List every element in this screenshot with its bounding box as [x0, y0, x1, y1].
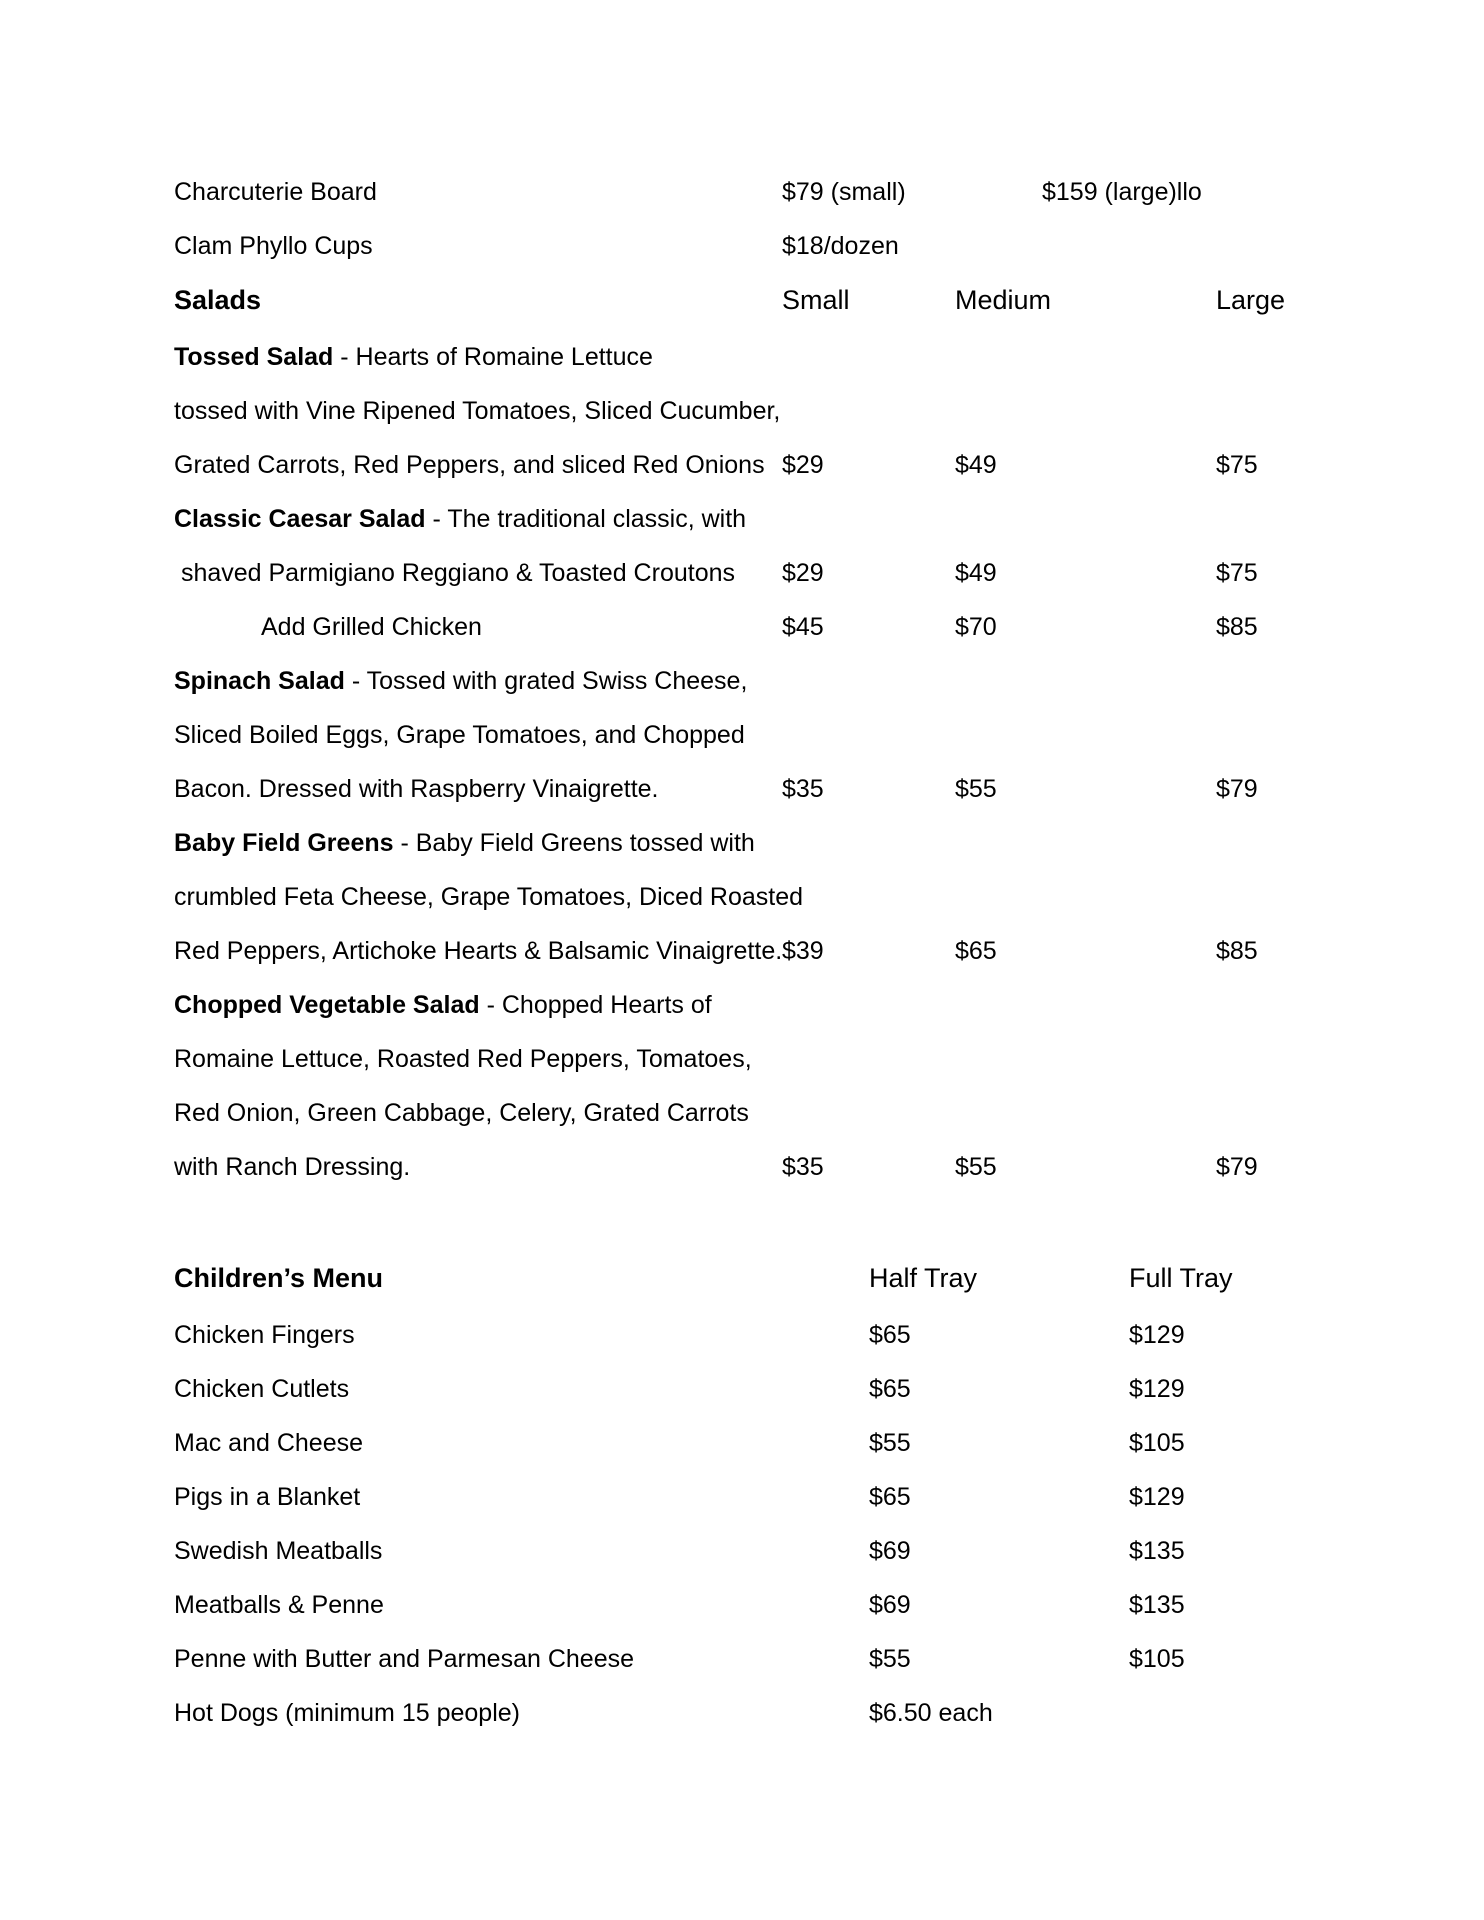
salad-description-text: - Baby Field Greens tossed with	[393, 829, 755, 857]
add-on-name: Add Grilled Chicken	[261, 613, 482, 641]
price-medium: $55	[955, 1153, 997, 1181]
salad-description-text: - Hearts of Romaine Lettuce	[333, 343, 653, 371]
kids-item-name: Chicken Cutlets	[174, 1375, 350, 1403]
salad-description-text: - Tossed with grated Swiss Cheese,	[344, 667, 748, 695]
price-half-tray: $65	[869, 1375, 911, 1403]
kids-item-name: Pigs in a Blanket	[174, 1483, 361, 1511]
salad-description	[174, 666, 747, 696]
salad-description-line: Grated Carrots, Red Peppers, and sliced Red Onions	[174, 451, 765, 479]
salad-description	[174, 828, 755, 858]
salad-description	[174, 504, 746, 534]
price-large: $79	[1216, 775, 1258, 803]
salad-description-line: with Ranch Dressing.	[174, 1153, 411, 1181]
price-medium: $65	[955, 937, 997, 965]
salad-description-line: Bacon. Dressed with Raspberry Vinaigrette.	[174, 775, 659, 803]
item-price-small: $79 (small)	[782, 178, 906, 206]
kids-item-name: Chicken Fingers	[174, 1321, 355, 1349]
kids-item-name: Swedish Meatballs	[174, 1537, 383, 1565]
price-small: $35	[782, 1153, 824, 1181]
price-small: $29	[782, 451, 824, 479]
price-medium: $55	[955, 775, 997, 803]
price-half-tray: $69	[869, 1537, 911, 1565]
price-large: $85	[1216, 613, 1258, 641]
column-header-medium: Medium	[955, 285, 1052, 315]
section-title-salads: Salads	[174, 285, 262, 315]
column-header-full-tray: Full Tray	[1129, 1263, 1233, 1293]
salad-description	[174, 342, 653, 372]
price-full-tray: $105	[1129, 1429, 1185, 1457]
price-large: $75	[1216, 559, 1258, 587]
price-medium: $49	[955, 451, 997, 479]
column-header-large: Large	[1216, 285, 1286, 315]
salad-description-line: Sliced Boiled Eggs, Grape Tomatoes, and Chopped	[174, 721, 745, 749]
salad-description-line: shaved Parmigiano Reggiano & Toasted Croutons	[174, 559, 735, 587]
kids-item-name: Meatballs & Penne	[174, 1591, 384, 1619]
kids-item-name: Penne with Butter and Parmesan Cheese	[174, 1645, 634, 1673]
salad-description-text: - The traditional classic, with	[425, 505, 747, 533]
salad-description-line: Red Peppers, Artichoke Hearts & Balsamic Vinaigrette.	[174, 937, 783, 965]
price-large: $79	[1216, 1153, 1258, 1181]
price-each: $6.50 each	[869, 1699, 993, 1727]
price-small: $35	[782, 775, 824, 803]
column-header-small: Small	[782, 285, 850, 315]
price-full-tray: $129	[1129, 1375, 1185, 1403]
item-name: Charcuterie Board	[174, 178, 377, 206]
kids-item-name: Hot Dogs (minimum 15 people)	[174, 1699, 520, 1727]
price-full-tray: $135	[1129, 1591, 1185, 1619]
price-small: $45	[782, 613, 824, 641]
price-half-tray: $69	[869, 1591, 911, 1619]
price-medium: $49	[955, 559, 997, 587]
item-name: Clam Phyllo Cups	[174, 232, 373, 260]
section-title-childrens-menu: Children’s Menu	[174, 1263, 384, 1293]
salad-name: Classic Caesar Salad	[174, 505, 426, 533]
kids-item-name: Mac and Cheese	[174, 1429, 364, 1457]
price-full-tray: $129	[1129, 1483, 1185, 1511]
price-full-tray: $105	[1129, 1645, 1185, 1673]
price-full-tray: $135	[1129, 1537, 1185, 1565]
price-half-tray: $65	[869, 1483, 911, 1511]
salad-description-line: Romaine Lettuce, Roasted Red Peppers, Tomatoes,	[174, 1045, 752, 1073]
price-large: $85	[1216, 937, 1258, 965]
price-small: $29	[782, 559, 824, 587]
price-half-tray: $55	[869, 1645, 911, 1673]
price-large: $75	[1216, 451, 1258, 479]
column-header-half-tray: Half Tray	[869, 1263, 978, 1293]
salad-name: Chopped Vegetable Salad	[174, 991, 480, 1019]
price-small: $39	[782, 937, 824, 965]
price-medium: $70	[955, 613, 997, 641]
salad-name: Spinach Salad	[174, 667, 345, 695]
price-half-tray: $55	[869, 1429, 911, 1457]
salad-description-line: crumbled Feta Cheese, Grape Tomatoes, Diced Roasted	[174, 883, 804, 911]
price-full-tray: $129	[1129, 1321, 1185, 1349]
item-price-large: $159 (large)llo	[1042, 178, 1202, 206]
salad-description	[174, 990, 712, 1020]
salad-description-line: Red Onion, Green Cabbage, Celery, Grated Carrots	[174, 1099, 749, 1127]
price-half-tray: $65	[869, 1321, 911, 1349]
item-price: $18/dozen	[782, 232, 899, 260]
salad-description-line: tossed with Vine Ripened Tomatoes, Sliced Cucumber,	[174, 397, 781, 425]
salad-description-text: - Chopped Hearts of	[479, 991, 712, 1019]
salad-name: Tossed Salad	[174, 343, 334, 371]
salad-name: Baby Field Greens	[174, 829, 394, 857]
